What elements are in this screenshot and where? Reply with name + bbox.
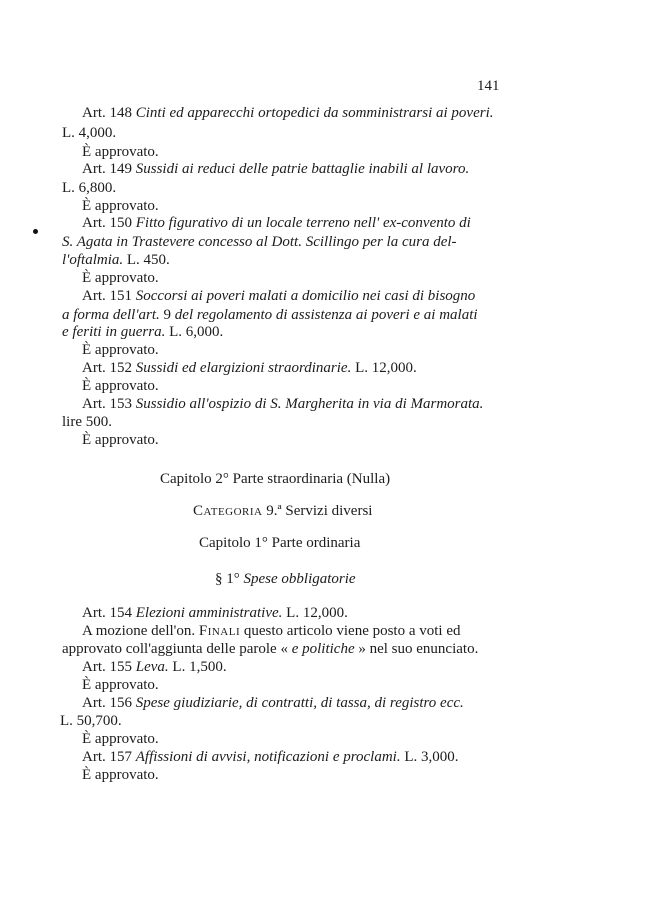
article-amount: L. 450.: [123, 252, 170, 268]
article-number: Art. 153: [82, 396, 136, 412]
line-approved: È approvato.: [82, 432, 159, 448]
chapter-heading: Capitolo 1° Parte ordinaria: [199, 535, 361, 551]
article-amount: L. 12,000.: [351, 360, 417, 376]
section-number: § 1°: [215, 571, 244, 587]
article-title: Leva.: [135, 659, 169, 675]
line-art-150-cont: S. Agata in Trastevere concesso al Dott. Scillingo per la cura del-: [62, 234, 457, 250]
line-amount: lire 500.: [62, 414, 112, 430]
article-amount: L. 1,500.: [168, 659, 227, 675]
line-approved: È approvato.: [82, 378, 159, 394]
article-number: Art. 149: [82, 161, 136, 177]
text-roman: approvato coll'aggiunta delle parole «: [62, 641, 292, 657]
article-title: Sussidio all'ospizio di S. Margherita in via di Marmorata.: [135, 396, 484, 412]
line-amount: L. 6,800.: [62, 180, 117, 196]
article-amount: L. 3,000.: [400, 749, 459, 765]
article-title: Elezioni amministrative.: [135, 605, 283, 621]
article-amount: L. 6,000.: [165, 324, 224, 340]
quoted-words: e politiche: [291, 641, 355, 657]
article-title: Cinti ed apparecchi ortopedici da somministrarsi ai poveri.: [135, 105, 494, 121]
article-number: Art. 148: [82, 105, 136, 121]
text-italic: e feriti in guerra.: [62, 324, 166, 340]
line-motion: [82, 622, 461, 640]
category-label: Categoria: [193, 503, 263, 519]
line-art-151-cont: [62, 306, 478, 324]
text-roman: questo articolo viene posto a voti ed: [240, 623, 461, 639]
article-number: Art. 150: [82, 215, 136, 231]
line-art-148: [82, 104, 494, 122]
article-title: Spese giudiziarie, di contratti, di tassa, di registro ecc.: [135, 695, 464, 711]
article-number: Art. 151: [82, 288, 136, 304]
article-number: Art. 156: [82, 695, 136, 711]
article-number: Art. 155: [82, 659, 136, 675]
line-art-149: [82, 160, 469, 178]
line-art-154: [82, 604, 348, 622]
section-heading: [215, 570, 356, 588]
text-roman: A mozione dell'on.: [82, 623, 199, 639]
text-italic: del regolamento di assistenza ai poveri e ai malati: [174, 307, 478, 323]
text-italic: a forma dell'art.: [62, 307, 160, 323]
line-art-156: [82, 694, 464, 712]
line-art-157: [82, 748, 459, 766]
line-art-151: [82, 287, 475, 305]
line-motion-cont: [62, 640, 478, 658]
line-art-151-end: [62, 323, 223, 341]
line-approved: È approvato.: [82, 270, 159, 286]
article-title: Sussidi ai reduci delle patrie battaglie inabili al lavoro.: [135, 161, 470, 177]
text-roman: » nel suo enunciato.: [354, 641, 479, 657]
margin-mark: [33, 229, 38, 234]
text-roman: 9: [159, 307, 175, 323]
line-amount: L. 4,000.: [62, 125, 117, 141]
chapter-heading: Capitolo 2° Parte straordinaria (Nulla): [160, 471, 391, 487]
line-approved: È approvato.: [82, 144, 159, 160]
speaker-name: Finali: [198, 623, 241, 639]
line-approved: È approvato.: [82, 677, 159, 693]
page-number: 141: [477, 78, 500, 94]
line-art-150-end: [62, 251, 170, 269]
article-number: Art. 157: [82, 749, 136, 765]
line-art-152: [82, 359, 417, 377]
line-amount: L. 50,700.: [60, 713, 122, 729]
line-approved: È approvato.: [82, 731, 159, 747]
article-title: Sussidi ed elargizioni straordinarie.: [135, 360, 352, 376]
line-approved: È approvato.: [82, 767, 159, 783]
line-approved: È approvato.: [82, 198, 159, 214]
category-title: 9.ª Servizi diversi: [262, 503, 373, 519]
article-number: Art. 154: [82, 605, 136, 621]
article-amount: L. 12,000.: [282, 605, 348, 621]
line-approved: È approvato.: [82, 342, 159, 358]
article-title: Affissioni di avvisi, notificazioni e proclami.: [135, 749, 401, 765]
article-title: Fitto figurativo di un locale terreno nell' ex-convento di: [135, 215, 471, 231]
section-title: Spese obbligatorie: [243, 571, 356, 587]
category-heading: [193, 502, 372, 520]
line-art-155: [82, 658, 227, 676]
line-art-150: [82, 214, 471, 232]
article-title-end: l'oftalmia.: [62, 252, 124, 268]
article-title: Soccorsi ai poveri malati a domicilio nei casi di bisogno: [135, 288, 476, 304]
article-number: Art. 152: [82, 360, 136, 376]
line-art-153: [82, 395, 483, 413]
